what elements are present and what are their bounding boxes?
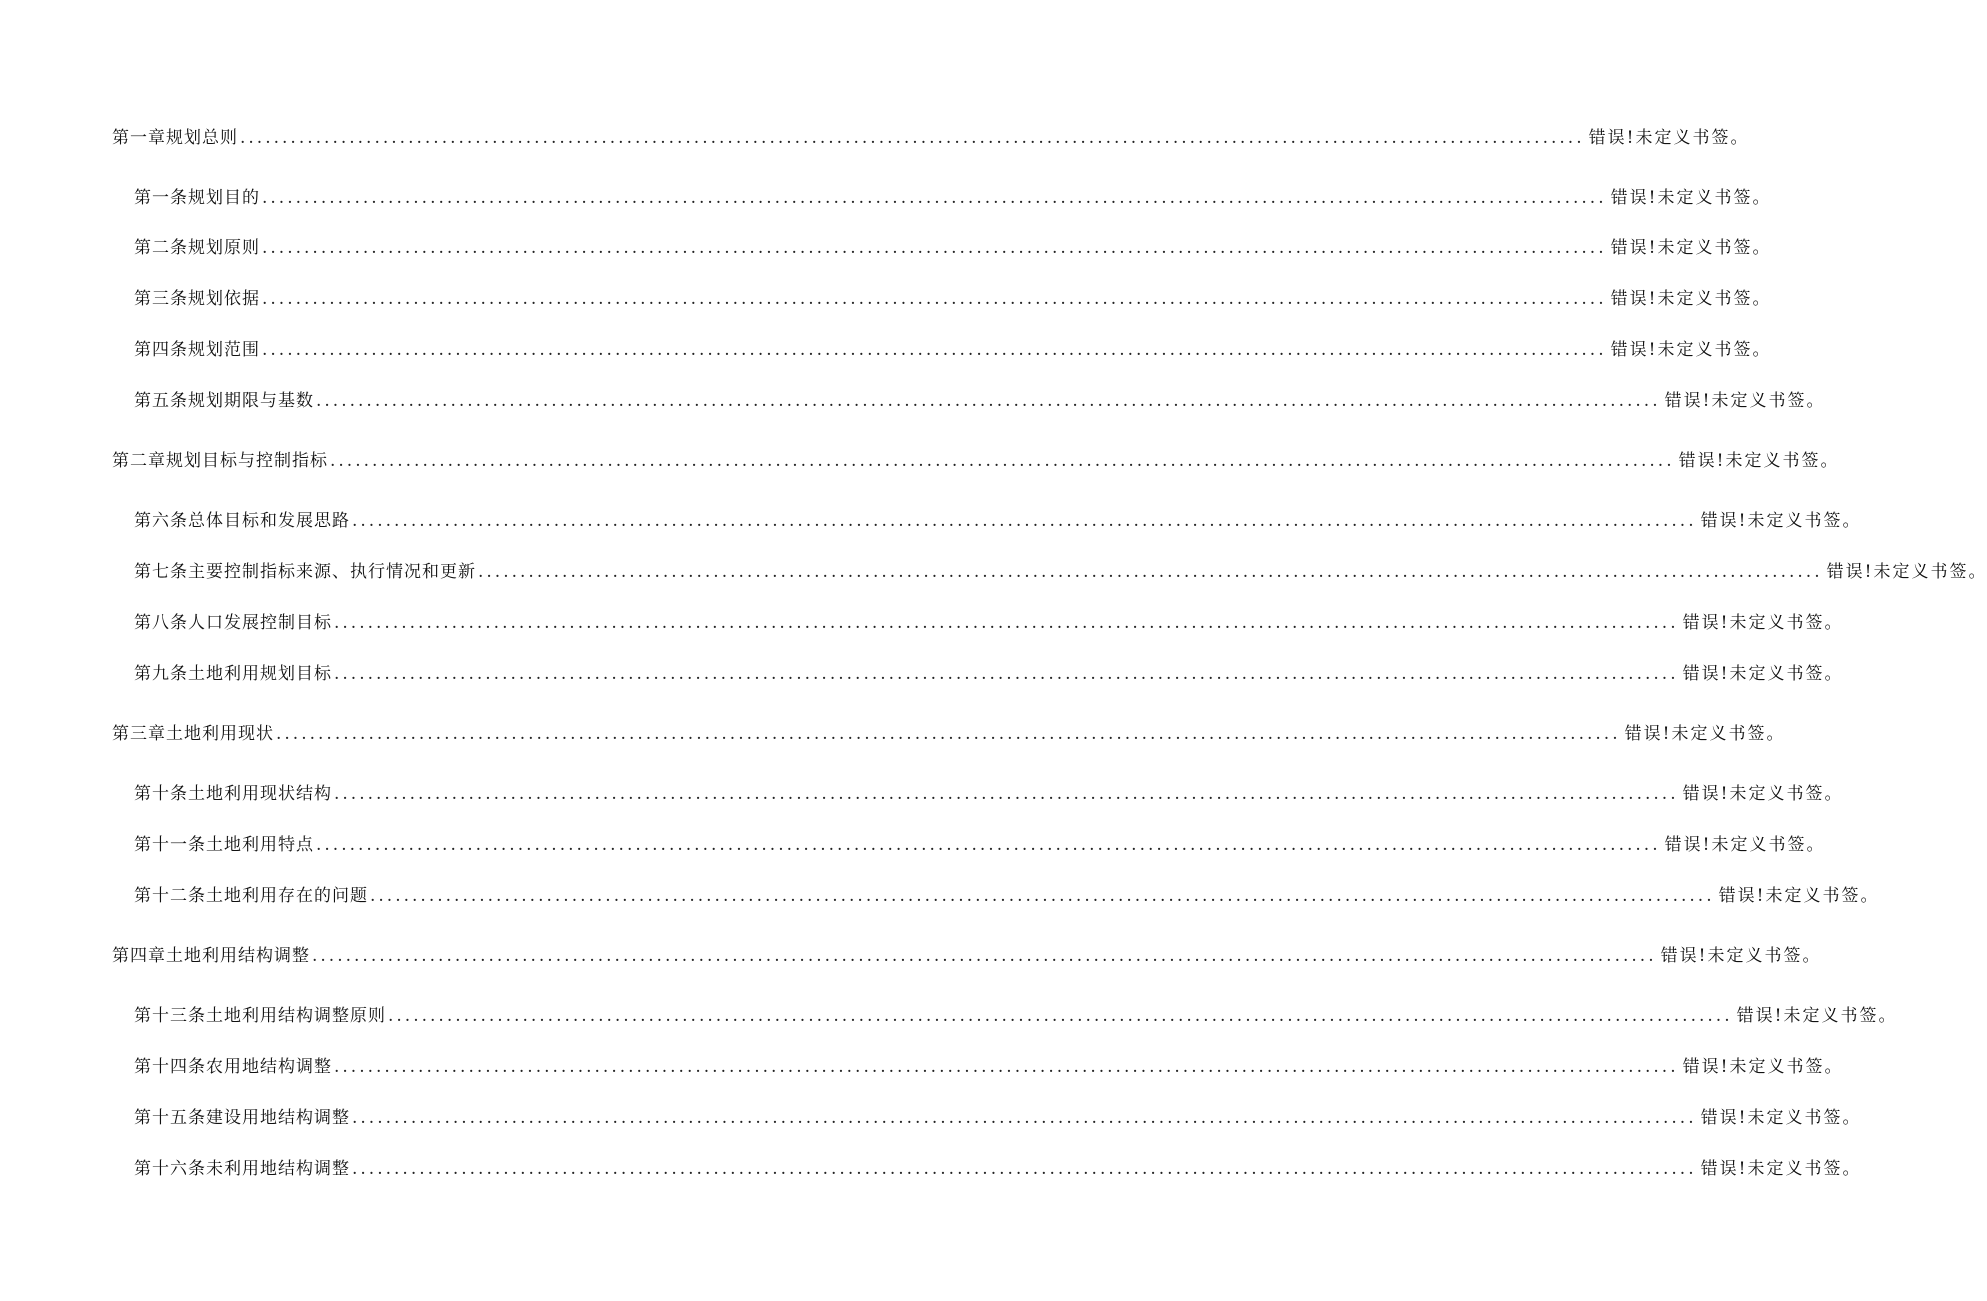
toc-entry-page-ref: 错误!未定义书签。 [1610, 340, 1772, 360]
toc-entry-page-ref: 错误!未定义书签。 [1700, 1108, 1862, 1128]
toc-dot-leader: ................................................................................................................................................................ [352, 511, 1697, 531]
toc-entry-article[interactable] [134, 827, 1826, 857]
toc-dot-leader: ................................................................................................................................................................ [334, 784, 1679, 804]
toc-dot-leader: ................................................................................................................................................................ [276, 724, 1621, 744]
toc-entry-title: 第三条规划依据 [134, 289, 260, 309]
toc-entry-title: 第六条总体目标和发展思路 [134, 511, 350, 531]
toc-dot-leader: ................................................................................................................................................................ [334, 1057, 1679, 1077]
toc-entry-article[interactable] [134, 605, 1844, 635]
toc-dot-leader: ................................................................................................................................................................ [262, 238, 1607, 258]
toc-entry-title: 第八条人口发展控制目标 [134, 613, 332, 633]
toc-entry-chapter[interactable] [112, 120, 1750, 150]
toc-dot-leader: ................................................................................................................................................................ [334, 613, 1679, 633]
toc-entry-page-ref: 错误!未定义书签。 [1588, 128, 1750, 148]
toc-entry-article[interactable] [134, 281, 1772, 311]
toc-dot-leader: ................................................................................................................................................................ [262, 289, 1607, 309]
toc-entry-title: 第九条土地利用规划目标 [134, 664, 332, 684]
toc-entry-title: 第十五条建设用地结构调整 [134, 1108, 350, 1128]
toc-entry-page-ref: 错误!未定义书签。 [1682, 613, 1844, 633]
toc-entry-article[interactable] [134, 1049, 1844, 1079]
toc-entry-title: 第十一条土地利用特点 [134, 835, 314, 855]
toc-entry-page-ref: 错误!未定义书签。 [1700, 1159, 1862, 1179]
toc-entry-page-ref: 错误!未定义书签。 [1664, 391, 1826, 411]
toc-entry-title: 第三章土地利用现状 [112, 724, 274, 744]
toc-entry-title: 第一章规划总则 [112, 128, 238, 148]
toc-entry-title: 第十二条土地利用存在的问题 [134, 886, 368, 906]
toc-entry-page-ref: 错误!未定义书签。 [1610, 289, 1772, 309]
toc-dot-leader: ................................................................................................................................................................ [370, 886, 1715, 906]
toc-entry-article[interactable] [134, 503, 1862, 533]
toc-dot-leader: ................................................................................................................................................................ [316, 835, 1661, 855]
toc-dot-leader: ................................................................................................................................................................ [262, 340, 1607, 360]
toc-entry-page-ref: 错误!未定义书签。 [1610, 238, 1772, 258]
toc-dot-leader: ................................................................................................................................................................ [388, 1006, 1733, 1026]
toc-dot-leader: ................................................................................................................................................................ [330, 451, 1675, 471]
toc-entry-title: 第十四条农用地结构调整 [134, 1057, 332, 1077]
toc-entry-article[interactable] [134, 998, 1898, 1028]
toc-dot-leader: ................................................................................................................................................................ [240, 128, 1585, 148]
toc-entry-page-ref: 错误!未定义书签。 [1718, 886, 1880, 906]
toc-entry-title: 第十条土地利用现状结构 [134, 784, 332, 804]
toc-entry-title: 第二章规划目标与控制指标 [112, 451, 328, 471]
toc-dot-leader: ................................................................................................................................................................ [352, 1108, 1697, 1128]
toc-entry-title: 第五条规划期限与基数 [134, 391, 314, 411]
toc-entry-article[interactable] [134, 383, 1826, 413]
toc-entry-page-ref: 错误!未定义书签。 [1826, 562, 1987, 582]
toc-entry-page-ref: 错误!未定义书签。 [1682, 784, 1844, 804]
toc-entry-page-ref: 错误!未定义书签。 [1682, 1057, 1844, 1077]
toc-entry-title: 第七条主要控制指标来源、执行情况和更新 [134, 562, 476, 582]
toc-entry-article[interactable] [134, 1100, 1862, 1130]
toc-entry-chapter[interactable] [112, 938, 1822, 968]
toc-entry-page-ref: 错误!未定义书签。 [1660, 946, 1822, 966]
toc-entry-title: 第一条规划目的 [134, 188, 260, 208]
toc-entry-page-ref: 错误!未定义书签。 [1682, 664, 1844, 684]
toc-entry-article[interactable] [134, 1151, 1862, 1181]
toc-entry-article[interactable] [134, 180, 1772, 210]
toc-entry-page-ref: 错误!未定义书签。 [1610, 188, 1772, 208]
toc-entry-chapter[interactable] [112, 716, 1786, 746]
toc-entry-article[interactable] [134, 230, 1772, 260]
toc-entry-article[interactable] [134, 554, 1987, 584]
toc-dot-leader: ................................................................................................................................................................ [352, 1159, 1697, 1179]
toc-entry-title: 第二条规划原则 [134, 238, 260, 258]
toc-entry-article[interactable] [134, 878, 1880, 908]
toc-entry-page-ref: 错误!未定义书签。 [1664, 835, 1826, 855]
toc-entry-article[interactable] [134, 656, 1844, 686]
toc-entry-title: 第四条规划范围 [134, 340, 260, 360]
toc-entry-page-ref: 错误!未定义书签。 [1700, 511, 1862, 531]
toc-entry-chapter[interactable] [112, 443, 1840, 473]
toc-entry-page-ref: 错误!未定义书签。 [1624, 724, 1786, 744]
toc-entry-title: 第四章土地利用结构调整 [112, 946, 310, 966]
toc-dot-leader: ................................................................................................................................................................ [478, 562, 1823, 582]
toc-entry-article[interactable] [134, 776, 1844, 806]
toc-dot-leader: ................................................................................................................................................................ [334, 664, 1679, 684]
toc-dot-leader: ................................................................................................................................................................ [262, 188, 1607, 208]
toc-entry-page-ref: 错误!未定义书签。 [1678, 451, 1840, 471]
toc-entry-article[interactable] [134, 332, 1772, 362]
toc-entry-title: 第十三条土地利用结构调整原则 [134, 1006, 386, 1026]
toc-entry-page-ref: 错误!未定义书签。 [1736, 1006, 1898, 1026]
toc-dot-leader: ................................................................................................................................................................ [312, 946, 1657, 966]
toc-dot-leader: ................................................................................................................................................................ [316, 391, 1661, 411]
toc-entry-title: 第十六条未利用地结构调整 [134, 1159, 350, 1179]
